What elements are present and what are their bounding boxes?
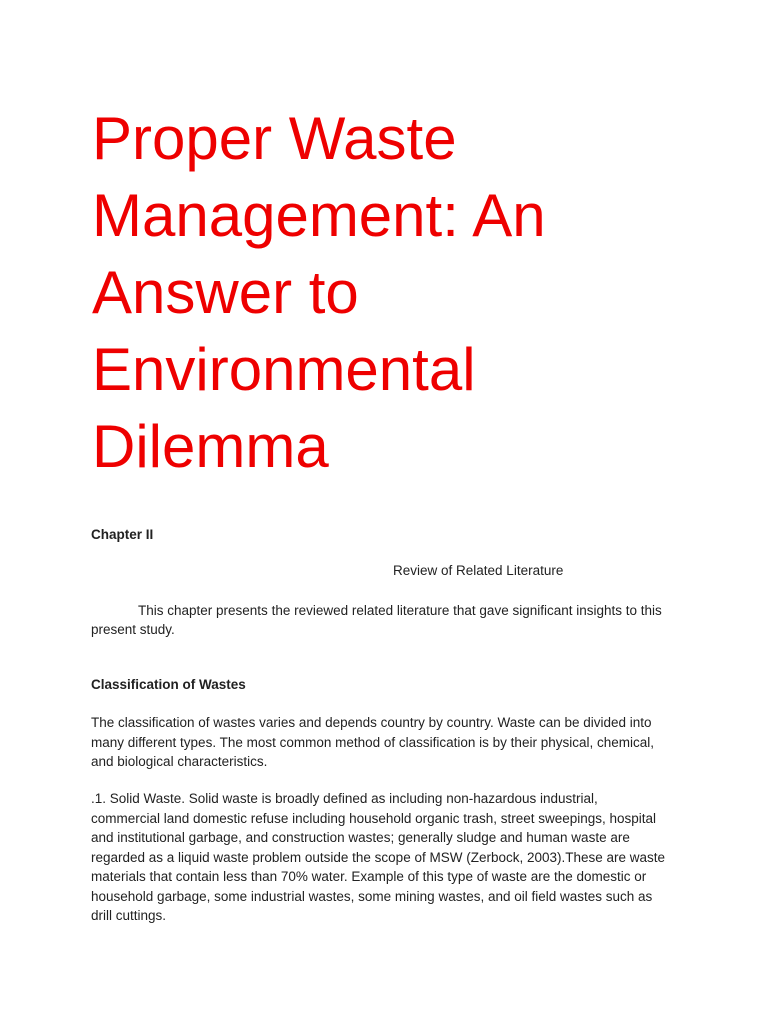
paragraph-line: household garbage, some industrial wastes, some mining wastes, and oil field wastes such as [91,888,653,904]
paragraph-line: materials that contain less than 70% water. Example of this type of waste are the domestic or [91,869,647,884]
title-line: Answer to [92,259,359,326]
solid-waste-paragraph [91,789,711,926]
chapter-subtitle: Review of Related Literature [393,563,564,578]
paragraph-line: drill cuttings. [91,908,167,923]
title-line: Dilemma [92,413,329,480]
paragraph-line: regarded as a liquid waste problem outside the scope of MSW (Zerbock, 2003).These are waste [91,849,666,865]
chapter-label: Chapter II [91,527,154,542]
classification-paragraph [91,713,711,772]
paragraph-line: commercial land domestic refuse including household organic trash, street sweepings, hospital [91,810,657,826]
title-line: Management: An [92,182,546,249]
paragraph-line: and institutional garbage, and construction wastes; generally sludge and human waste are [91,830,630,845]
paragraph-line: This chapter presents the reviewed related literature that gave significant insights to this [138,603,662,618]
intro-paragraph [91,602,691,639]
paragraph-line: and biological characteristics. [91,754,268,769]
paragraph-line: present study. [91,621,175,637]
paragraph-line: .1. Solid Waste. Solid waste is broadly defined as including non-hazardous industrial, [91,791,598,806]
title-line: Proper Waste [92,105,457,172]
paragraph-line: The classification of wastes varies and depends country by country. Waste can be divided into [91,715,652,730]
section-heading: Classification of Wastes [91,677,246,692]
paragraph-line: many different types. The most common method of classification is by their physical, chemical, [91,734,654,750]
document-title [92,100,732,485]
title-line: Environmental [92,336,476,403]
